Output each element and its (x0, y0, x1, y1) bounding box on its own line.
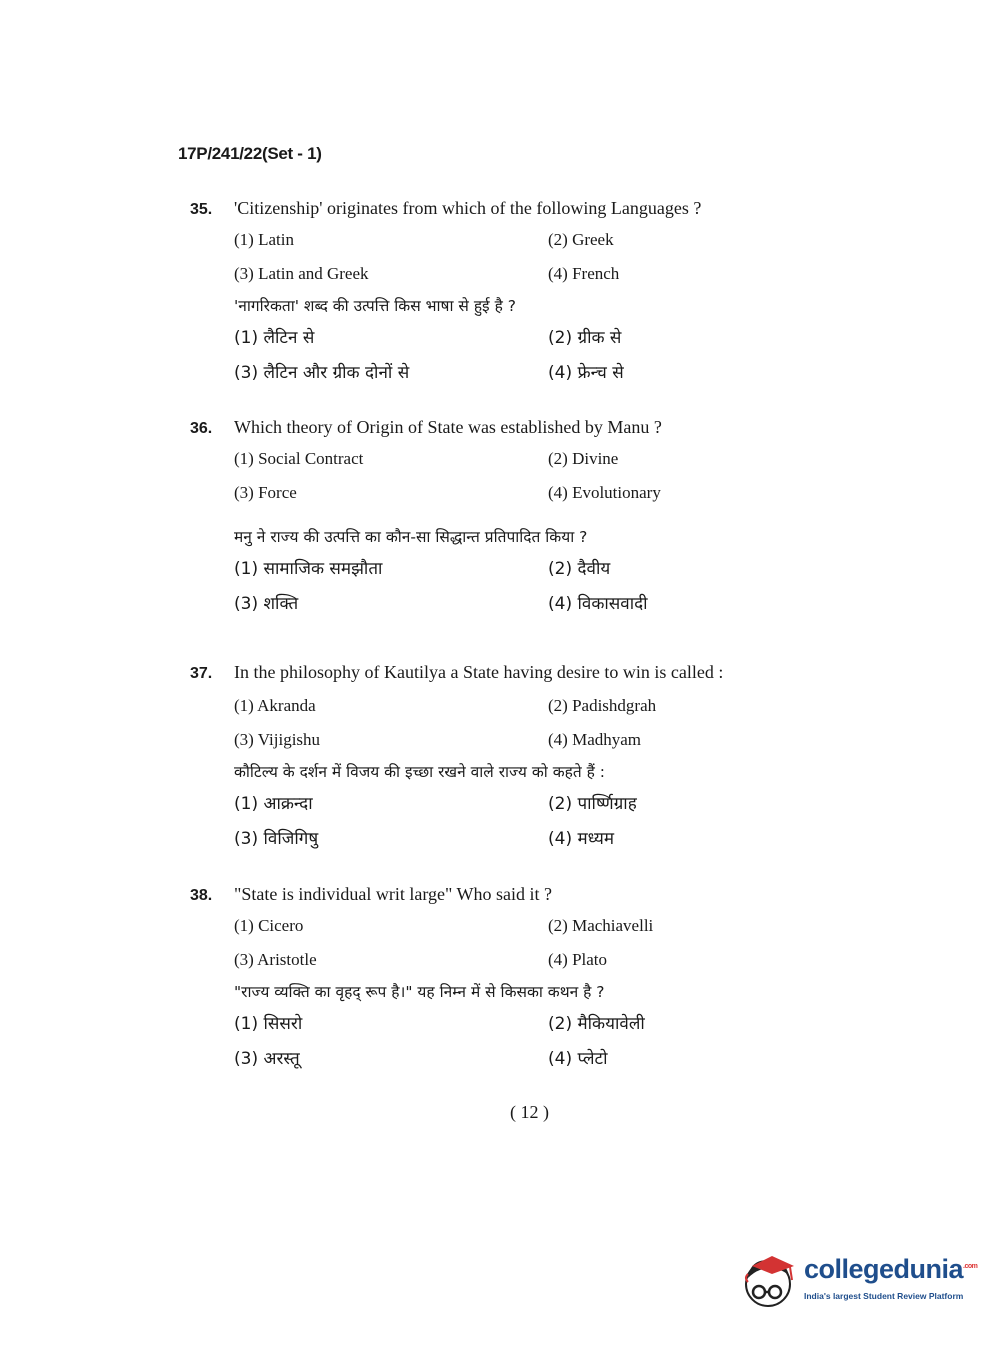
option: (2) Greek (548, 230, 614, 249)
hindi-option: (3) अरस्तू (234, 1049, 300, 1069)
question-number: 37. (190, 665, 213, 682)
question-36 (190, 417, 810, 622)
page-number: ( 12 ) (510, 1102, 549, 1122)
hindi-option: (3) लैटिन और ग्रीक दोनों से (234, 363, 410, 383)
hindi-option: (4) फ्रेन्च से (548, 363, 624, 383)
hindi-question-text: "राज्य व्यक्ति का वृहद् रूप है।" यह निम्न में से किसका कथन है ? (234, 983, 605, 1001)
hindi-option: (1) लैटिन से (234, 328, 315, 348)
option: (1) Cicero (234, 916, 304, 935)
hindi-question-text: 'नागरिकता' शब्द की उत्पत्ति किस भाषा से हुई है ? (234, 297, 516, 315)
hindi-option: (3) विजिगिषु (234, 829, 319, 849)
hindi-question-text: मनु ने राज्य की उत्पत्ति का कौन-सा सिद्धान्त प्रतिपादित किया ? (234, 528, 588, 546)
option: (3) Force (234, 483, 297, 502)
option: (1) Latin (234, 230, 294, 249)
hindi-option: (2) पार्ष्णिग्राह (548, 794, 637, 814)
option: (4) Plato (548, 950, 608, 969)
hindi-option: (1) सिसरो (234, 1014, 303, 1034)
question-text: In the philosophy of Kautilya a State having desire to win is called : (234, 662, 724, 682)
collegedunia-watermark (742, 1252, 978, 1314)
brand-tagline: India's largest Student Review Platform (804, 1291, 964, 1301)
question-number: 36. (190, 420, 213, 437)
option: (2) Machiavelli (548, 916, 654, 935)
hindi-option: (3) शक्ति (234, 594, 299, 614)
option: (4) French (548, 264, 620, 283)
graduate-mascot-icon (742, 1252, 798, 1310)
hindi-option: (2) मैकियावेली (548, 1014, 645, 1034)
option: (4) Evolutionary (548, 483, 661, 502)
hindi-option: (2) दैवीय (548, 559, 611, 579)
question-text: Which theory of Origin of State was established by Manu ? (234, 417, 662, 437)
option: (1) Social Contract (234, 449, 364, 468)
option: (2) Padishdgrah (548, 696, 657, 715)
question-38 (190, 884, 810, 1077)
question-number: 38. (190, 887, 213, 904)
hindi-option: (4) विकासवादी (548, 594, 648, 614)
hindi-option: (4) मध्यम (548, 829, 615, 849)
question-37 (190, 662, 810, 857)
option: (1) Akranda (234, 696, 316, 715)
hindi-option: (4) प्लेटो (548, 1049, 608, 1069)
hindi-question-text: कौटिल्य के दर्शन में विजय की इच्छा रखने वाले राज्य को कहते हैं : (234, 763, 605, 781)
hindi-option: (1) आक्रन्दा (234, 794, 313, 814)
option: (3) Vijigishu (234, 730, 321, 749)
option: (4) Madhyam (548, 730, 642, 749)
paper-code: 17P/241/22(Set - 1) (178, 144, 322, 163)
question-number: 35. (190, 201, 213, 218)
question-text: 'Citizenship' originates from which of the following Languages ? (234, 198, 702, 218)
option: (3) Latin and Greek (234, 264, 369, 283)
option: (3) Aristotle (234, 950, 317, 969)
option: (2) Divine (548, 449, 619, 468)
question-35 (190, 198, 810, 391)
brand-name: collegedunia$^{.com}$ (804, 1254, 978, 1284)
hindi-option: (1) सामाजिक समझौता (234, 559, 383, 579)
hindi-option: (2) ग्रीक से (548, 328, 622, 348)
question-text: "State is individual writ large" Who said it ? (234, 884, 552, 904)
